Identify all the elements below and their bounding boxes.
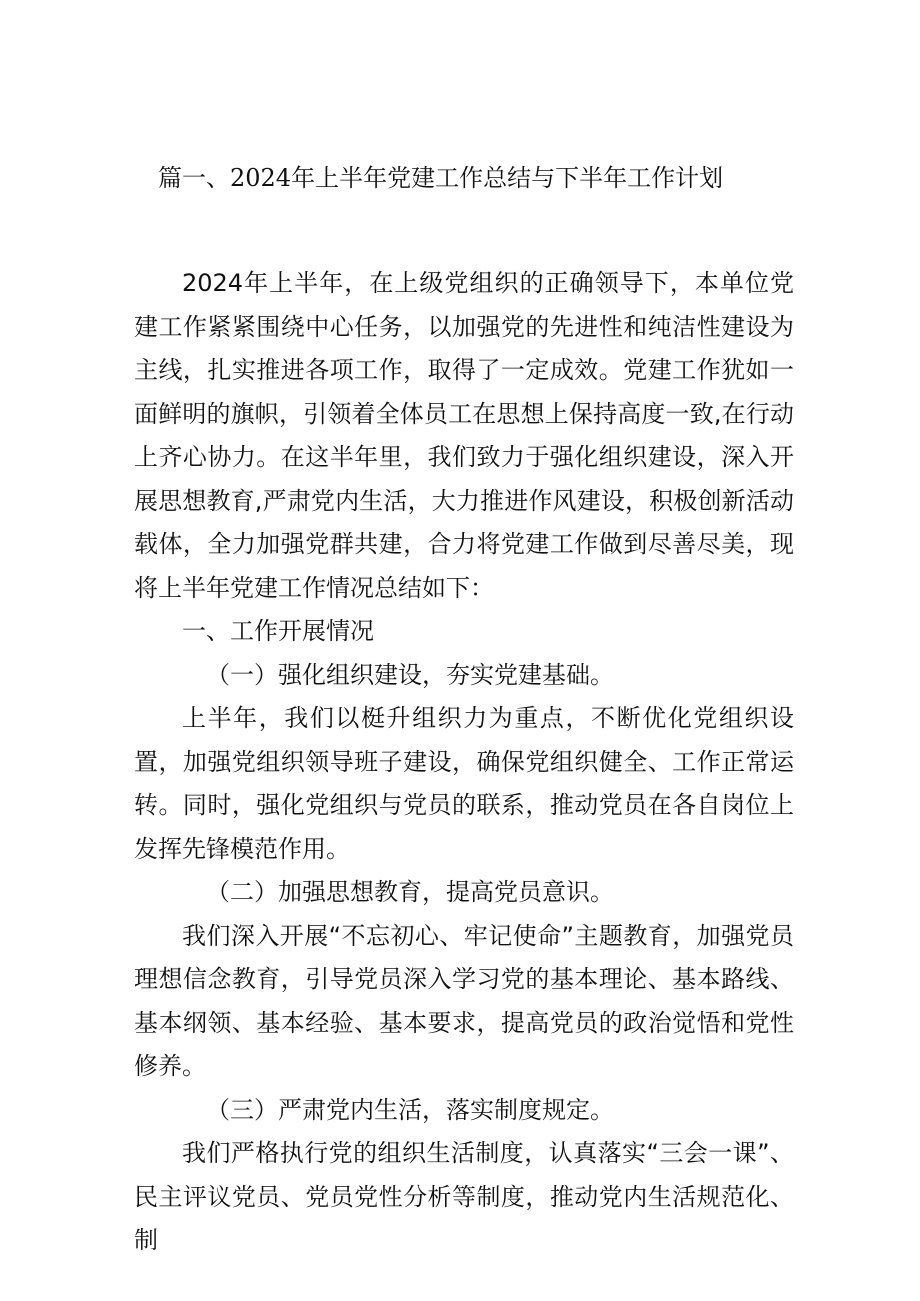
document-body [134,262,794,1263]
document-title: 篇一、2024年上半年党建工作总结与下半年工作计划 [158,164,724,192]
subsection-heading-3: （三）严肃党内生活，落实制度规定。 [206,1095,614,1124]
intro-paragraph: 2024年上半年，在上级党组织的正确领导下，本单位党建工作紧紧围绕中心任务，以加强党的先进性和纯洁性建设为主线，扎实推进各项工作，取得了一定成效。党建工作犹如一面鲜明的旗帜，引领着全体员工在思想上保持高度一致,在行动上齐心协力。在这半年里，我们致力于强化组织建设，深入开展思想教育,严肃党内生活，大力推进作风建设，积极创新活动载体，全力加强党群共建，合力将党建工作做到尽善尽美，现将上半年党建工作情况总结如下： [134,269,794,602]
subsection-heading-2: （二）加强思想教育，提高党员意识。 [206,878,614,906]
body-paragraph-1: 上半年，我们以梃升组织力为重点，不断优化党组织设置，加强党组织领导班子建设，确保党组织健全、工作正常运转。同时，强化党组织与党员的联系，推动党员在各自岗位上发挥先锋模范作用。 [134,704,794,863]
body-paragraph-3: 我们严格执行党的组织生活制度，认真落实“三会一课”、民主评议党员、党员党性分析等制度，推动党内生活规范化、制 [134,1139,794,1254]
body-paragraph-2: 我们深入开展“不忘初心、牢记使命”主题教育，加强党员理想信念教育，引导党员深入学习党的基本理论、基本路线、基本纲领、基本经验、基本要求，提高党员的政治觉悟和党性修养。 [134,921,794,1080]
subsection-heading-1: （一）强化组织建设，夯实党建基础。 [206,660,614,689]
section-heading: 一、工作开展情况 [182,617,374,645]
